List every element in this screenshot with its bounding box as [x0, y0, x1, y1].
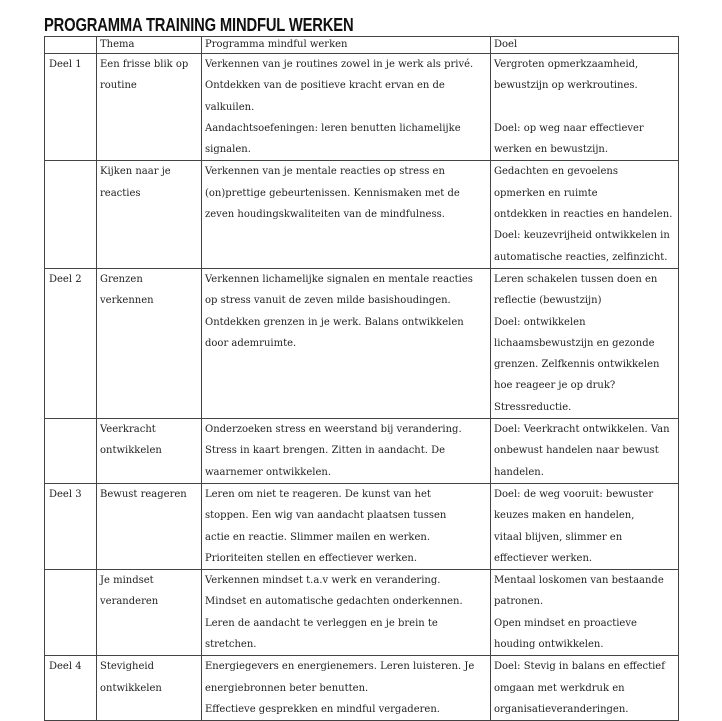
section-cell: [45, 161, 97, 268]
goal-cell-line: reflectie (bewustzijn): [494, 295, 602, 307]
header-theme: Thema: [97, 37, 202, 54]
goal-cell-line: Doel: op weg naar effectiever: [494, 122, 644, 134]
program-cell-line: op stress vanuit de zeven milde basishoudingen.: [205, 295, 451, 307]
program-cell-line: energiebronnen beter benutten.: [205, 682, 369, 694]
goal-cell-line: grenzen. Zelfkennis ontwikkelen: [494, 359, 660, 371]
theme-cell: [97, 419, 202, 484]
goal-cell-line: automatische reacties, zelfinzicht.: [494, 251, 668, 263]
goal-cell-line: hoe reageer je op druk?: [494, 380, 616, 392]
theme-cell: [97, 268, 202, 418]
program-cell-line: Effectieve gesprekken en mindful vergaderen.: [205, 703, 440, 715]
goal-cell-line: effectiever werken.: [494, 552, 593, 564]
table-row: [45, 570, 679, 656]
theme-cell-line: ontwikkelen: [100, 682, 162, 694]
goal-cell-line: Doel: keuzevrijheid ontwikkelen in: [494, 230, 670, 242]
program-cell-line: Stress in kaart brengen. Zitten in aandacht. De: [205, 445, 446, 457]
goal-cell-line: Leren schakelen tussen doen en: [494, 273, 658, 285]
program-cell-line: waarnemer ontwikkelen.: [205, 466, 331, 478]
theme-cell-line: Grenzen: [100, 273, 143, 285]
theme-cell-line: routine: [100, 80, 137, 92]
goal-cell-line: omgaan met werkdruk en: [494, 682, 625, 694]
program-cell-line: Verkennen mindset t.a.v werk en verandering.: [205, 575, 441, 587]
goal-cell-line: werken en bewustzijn.: [494, 144, 609, 156]
goal-cell-line: Doel: de weg vooruit: bewuster: [494, 488, 654, 500]
program-cell-line: Leren om niet te reageren. De kunst van het: [205, 488, 431, 500]
program-cell-line: Ontdekken van de positieve kracht ervan en de: [205, 80, 445, 92]
program-cell-line: zeven houdingskwaliteiten van de mindfulness.: [205, 209, 445, 221]
theme-cell: [97, 54, 202, 161]
goal-cell-line: houding ontwikkelen.: [494, 639, 604, 651]
theme-cell: [97, 161, 202, 268]
program-cell-line: Aandachtsoefeningen: leren benutten lichamelijke: [205, 122, 461, 134]
table-row: [45, 656, 679, 721]
goal-cell-line: Doel: Stevig in balans en effectief: [494, 661, 665, 673]
program-cell-line: door ademruimte.: [205, 337, 297, 349]
section-cell-label: Deel 1: [49, 59, 82, 70]
header-section: [45, 37, 97, 54]
section-cell: [45, 483, 97, 569]
table-row: [45, 54, 679, 161]
document: [44, 14, 678, 721]
goal-cell-line: opmerken en ruimte: [494, 187, 598, 199]
section-cell-label: Deel 3: [49, 488, 82, 500]
goal-cell-line: Vergroten opmerkzaamheid,: [494, 59, 639, 70]
program-cell-line: signalen.: [205, 144, 251, 156]
section-cell: [45, 268, 97, 418]
goal-cell: [491, 570, 679, 656]
theme-cell: [97, 570, 202, 656]
theme-cell-line: Bewust reageren: [100, 488, 187, 500]
goal-cell-line: Gedachten en gevoelens: [494, 166, 618, 178]
section-cell: [45, 656, 97, 721]
theme-cell: [97, 656, 202, 721]
program-cell-line: Energiegevers en energienemers. Leren luisteren. Je: [205, 661, 475, 673]
goal-cell-line: handelen.: [494, 466, 544, 478]
program-cell-line: Onderzoeken stress en weerstand bij verandering.: [205, 424, 462, 436]
goal-cell: [491, 161, 679, 268]
header-goal: Doel: [491, 37, 679, 54]
goal-cell-line: keuzes maken en handelen,: [494, 510, 635, 522]
theme-cell-line: Veerkracht: [100, 424, 156, 436]
theme-cell-line: Je mindset: [100, 575, 154, 587]
goal-cell-line: lichaamsbewustzijn en gezonde: [494, 337, 655, 349]
goal-cell-line: Mentaal loskomen van bestaande: [494, 575, 664, 587]
goal-cell-line: Doel: Veerkracht ontwikkelen. Van: [494, 424, 670, 436]
section-cell-label: Deel 2: [49, 273, 82, 285]
program-cell-line: Verkennen van je routines zowel in je werk als privé.: [205, 59, 474, 70]
program-cell-line: Verkennen lichamelijke signalen en mentale reacties: [205, 273, 473, 285]
program-cell: [202, 419, 491, 484]
program-cell-line: valkuilen.: [205, 101, 255, 113]
table-header-row: [45, 37, 679, 54]
program-cell-line: stretchen.: [205, 639, 257, 651]
theme-cell-line: verkennen: [100, 295, 154, 307]
goal-cell-line: Doel: ontwikkelen: [494, 316, 586, 328]
program-cell-line: stoppen. Een wig van aandacht plaatsen tussen: [205, 510, 447, 522]
goal-cell: [491, 268, 679, 418]
theme-cell-line: veranderen: [100, 596, 159, 608]
goal-cell-line: Stressreductie.: [494, 401, 572, 413]
goal-cell: [491, 54, 679, 161]
goal-cell: [491, 483, 679, 569]
table-body: [45, 54, 679, 721]
goal-cell-line: bewustzijn op werkroutines.: [494, 80, 638, 92]
program-cell-line: Prioriteiten stellen en effectiever werken.: [205, 552, 417, 564]
program-cell: [202, 570, 491, 656]
goal-cell-line: [494, 97, 675, 118]
goal-cell-line: organisatieveranderingen.: [494, 703, 629, 715]
goal-cell: [491, 656, 679, 721]
table-row: [45, 161, 679, 268]
theme-cell-line: reacties: [100, 187, 141, 199]
theme-cell-line: Kijken naar je: [100, 166, 171, 178]
program-table: [44, 36, 679, 721]
goal-cell-line: onbewust handelen naar bewust: [494, 445, 659, 457]
page-title: PROGRAMMA TRAINING MINDFUL WERKEN: [44, 15, 354, 35]
program-cell-line: Mindset en automatische gedachten onderkennen.: [205, 596, 463, 608]
section-cell: [45, 54, 97, 161]
program-cell-line: (on)prettige gebeurtenissen. Kennismaken met de: [205, 187, 460, 199]
goal-cell-line: ontdekken in reacties en handelen.: [494, 209, 673, 221]
program-cell-line: actie en reactie. Slimmer mailen en werken.: [205, 531, 431, 543]
table-row: [45, 268, 679, 418]
program-cell: [202, 483, 491, 569]
theme-cell-line: ontwikkelen: [100, 445, 162, 457]
section-cell-label: Deel 4: [49, 661, 82, 673]
section-cell: [45, 419, 97, 484]
program-cell: [202, 54, 491, 161]
theme-cell-line: Een frisse blik op: [100, 59, 189, 70]
program-cell-line: Leren de aandacht te verleggen en je brein te: [205, 617, 438, 629]
goal-cell-line: patronen.: [494, 596, 544, 608]
header-program: Programma mindful werken: [202, 37, 491, 54]
table-row: [45, 419, 679, 484]
section-cell: [45, 570, 97, 656]
goal-cell-line: vitaal blijven, slimmer en: [494, 531, 623, 543]
theme-cell: [97, 483, 202, 569]
table-row: [45, 483, 679, 569]
program-cell: [202, 656, 491, 721]
goal-cell-line: Open mindset en proactieve: [494, 617, 637, 629]
goal-cell: [491, 419, 679, 484]
program-cell: [202, 268, 491, 418]
theme-cell-line: Stevigheid: [100, 661, 154, 673]
program-cell-line: Ontdekken grenzen in je werk. Balans ontwikkelen: [205, 316, 464, 328]
program-cell-line: Verkennen van je mentale reacties op stress en: [205, 166, 445, 178]
program-cell: [202, 161, 491, 268]
